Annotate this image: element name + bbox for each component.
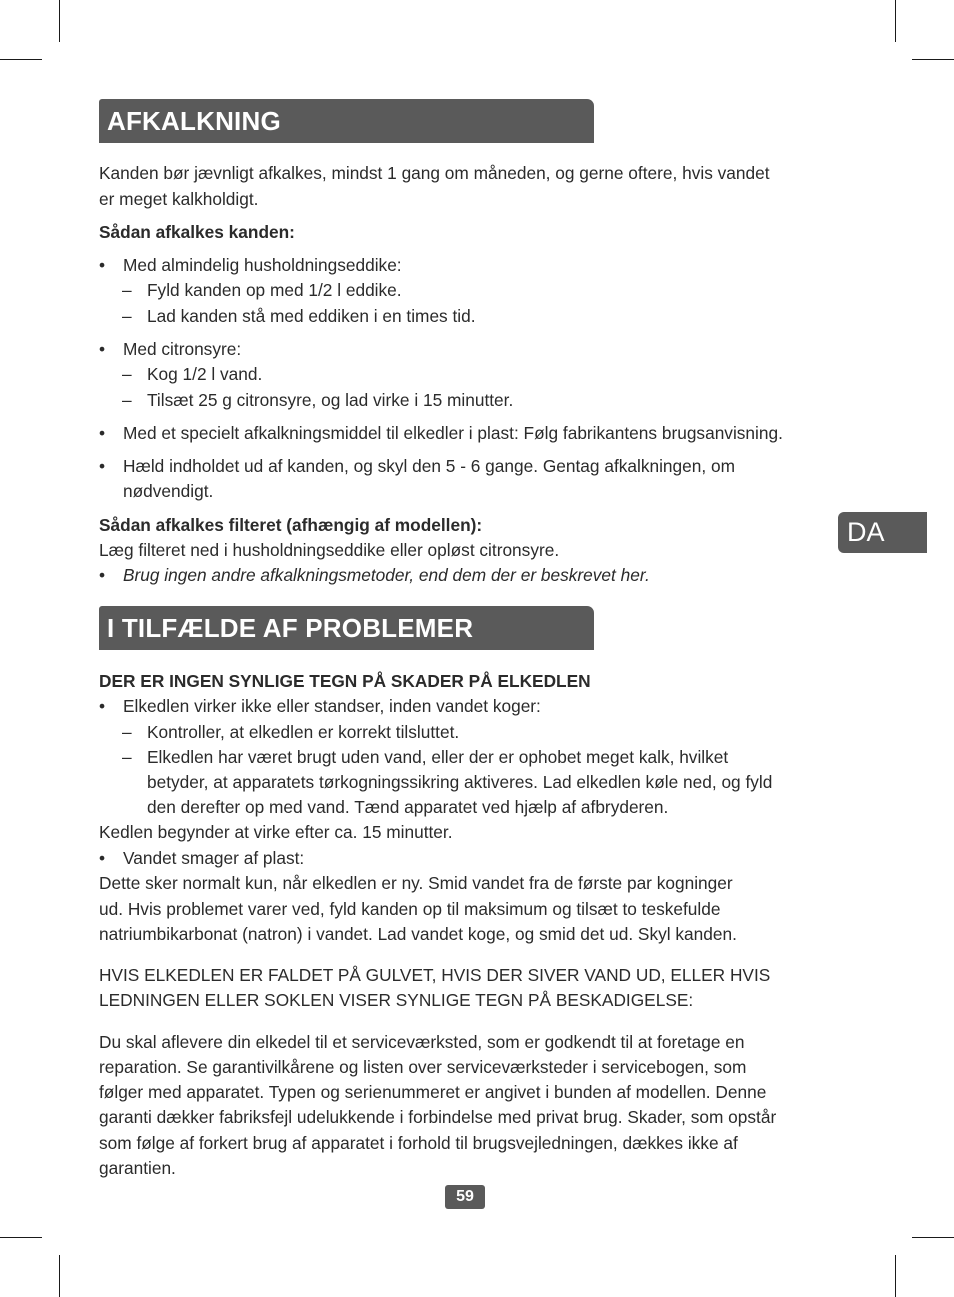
list-item: Kontroller, at elkedlen er korrekt tilsluttet. [147,722,460,742]
list-item: Elkedlen har været brugt uden vand, eller der er ophobet meget kalk, hvilket [147,747,729,767]
dash: – [122,747,132,767]
problem-subheading: DER ER INGEN SYNLIGE TEGN PÅ SKADER PÅ ELKEDLEN [99,671,591,691]
damage-heading: HVIS ELKEDLEN ER FALDET PÅ GULVET, HVIS DER SIVER VAND UD, ELLER HVIS [99,965,771,985]
dash: – [122,364,132,384]
crop-mark [59,0,60,42]
dash: – [122,306,132,326]
damage-heading: LEDNINGEN ELLER SOKLEN VISER SYNLIGE TEGN PÅ BESKADIGELSE: [99,990,694,1010]
list-item: Kog 1/2 l vand. [147,364,263,384]
crop-mark [895,1255,896,1297]
dash: – [122,722,132,742]
list-item: betyder, at apparatets tørkogningssikring aktiveres. Lad elkedlen køle ned, og fyld [147,772,773,792]
section-heading-problemer: I TILFÆLDE AF PROBLEMER [99,606,594,650]
list-item: Fyld kanden op med 1/2 l eddike. [147,280,402,300]
bullet: • [99,255,106,275]
bullet: • [99,565,106,585]
crop-mark [0,1237,42,1238]
dash: – [122,280,132,300]
list-item: Med almindelig husholdningseddike: [123,255,402,275]
list-item: Med citronsyre: [123,339,242,359]
list-item: den derefter op med vand. Tænd apparatet ved hjælp af afbryderen. [147,797,669,817]
section-heading-afkalkning: AFKALKNING [99,99,594,143]
bullet: • [99,848,106,868]
list-item: Lad kanden stå med eddiken i en times tid. [147,306,476,326]
crop-mark [912,59,954,60]
bullet: • [99,339,106,359]
filter-warning: Brug ingen andre afkalkningsmetoder, end dem der er beskrevet her. [123,565,650,585]
kettle-descale-heading: Sådan afkalkes kanden: [99,222,295,242]
service-text: garantien. [99,1158,176,1178]
restart-text: Kedlen begynder at virke efter ca. 15 minutter. [99,822,453,842]
intro-text: er meget kalkholdigt. [99,189,259,209]
service-text: garanti dækker fabriksfejl udelukkende i forbindelse med privat brug. Skader, som opstår [99,1107,777,1127]
plastic-text: ud. Hvis problemet varer ved, fyld kanden op til maksimum og tilsæt to teskefulde [99,899,721,919]
intro-text: Kanden bør jævnligt afkalkes, mindst 1 gang om måneden, og gerne oftere, hvis vandet [99,163,770,183]
crop-mark [895,0,896,42]
language-tab: DA [838,512,927,553]
filter-descale-heading: Sådan afkalkes filteret (afhængig af modellen): [99,515,483,535]
list-item: Hæld indholdet ud af kanden, og skyl den 5 - 6 gange. Gentag afkalkningen, om [123,456,735,476]
service-text: følger med apparatet. Typen og serienummeret er angivet i bunden af modellen. Denne [99,1082,767,1102]
bullet: • [99,696,106,716]
list-item: nødvendigt. [123,481,214,501]
dash: – [122,390,132,410]
plastic-text: Dette sker normalt kun, når elkedlen er ny. Smid vandet fra de første par kogninger [99,873,733,893]
crop-mark [912,1237,954,1238]
list-item: Med et specielt afkalkningsmiddel til elkedler i plast: Følg fabrikantens brugsanvisning. [123,423,783,443]
list-item: Vandet smager af plast: [123,848,305,868]
crop-mark [59,1255,60,1297]
plastic-text: natriumbikarbonat (natron) i vandet. Lad vandet koge, og smid det ud. Skyl kanden. [99,924,737,944]
list-item: Elkedlen virker ikke eller standser, inden vandet koger: [123,696,541,716]
service-text: Du skal aflevere din elkedel til et serviceværksted, som er godkendt til at foretage en [99,1032,745,1052]
crop-mark [0,59,42,60]
service-text: reparation. Se garantivilkårene og listen over serviceværksteder i servicebogen, som [99,1057,747,1077]
filter-text: Læg filteret ned i husholdningseddike eller opløst citronsyre. [99,540,560,560]
page-number: 59 [445,1185,485,1209]
service-text: som følge af forkert brug af apparatet i forhold til brugsvejledningen, dækkes ikke af [99,1133,738,1153]
bullet: • [99,456,106,476]
list-item: Tilsæt 25 g citronsyre, og lad virke i 15 minutter. [147,390,514,410]
bullet: • [99,423,106,443]
